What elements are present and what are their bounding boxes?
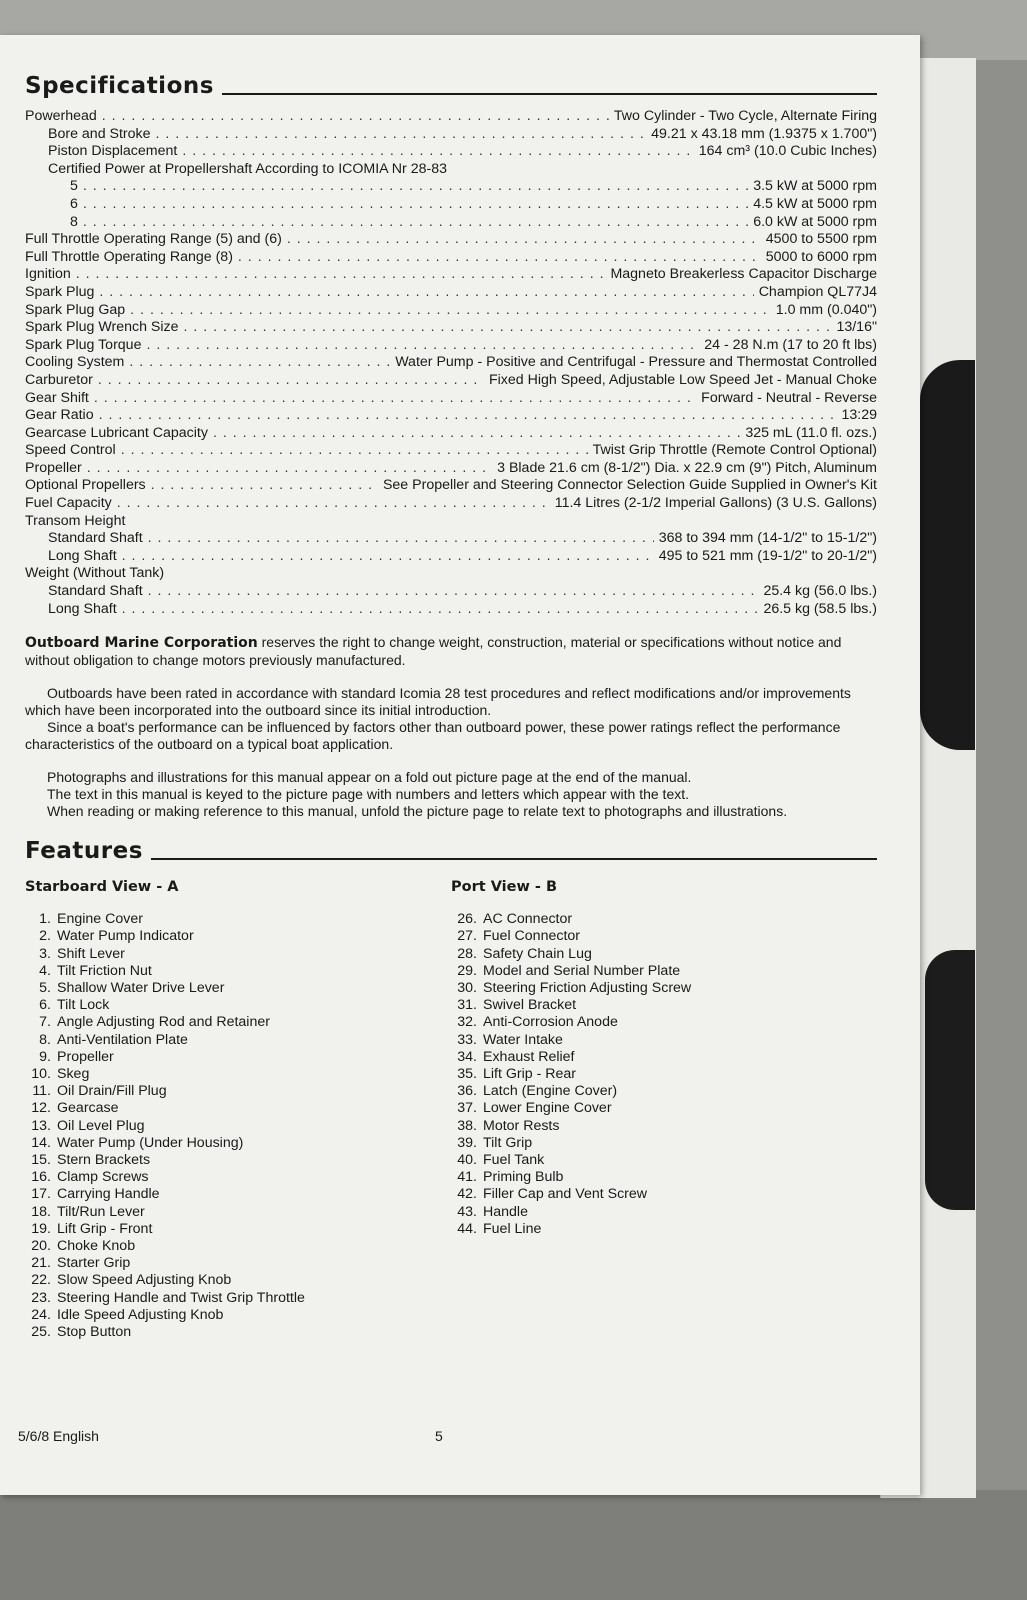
port-feature-list [451, 911, 877, 1238]
feature-number: 11. [32, 1083, 51, 1100]
feature-label: AC Connector [483, 911, 573, 928]
feature-item [25, 1324, 451, 1341]
spec-value: Water Pump - Positive and Centrifugal - Pressure and Thermostat Controlled [395, 354, 877, 371]
feature-label: Anti-Ventilation Plate [57, 1031, 188, 1048]
spec-value: 1.0 mm (0.040") [775, 301, 877, 318]
spec-label: Spark Plug Torque [25, 336, 142, 353]
feature-item [25, 1032, 451, 1049]
feature-number: 27. [457, 928, 477, 945]
spec-row [25, 214, 877, 232]
spec-value: 5000 to 6000 rpm [765, 248, 877, 265]
feature-item [25, 1169, 451, 1186]
feature-item [25, 980, 451, 997]
feature-label: Exhaust Relief [483, 1048, 575, 1065]
spec-label: Cooling System [25, 354, 125, 371]
feature-item [451, 1100, 877, 1117]
spec-label: Full Throttle Operating Range (8) [25, 248, 233, 265]
feature-number: 33. [457, 1031, 477, 1048]
spec-value: 3 Blade 21.6 cm (8-1/2") Dia. x 22.9 cm (9") Pitch, Aluminum [497, 459, 877, 476]
specifications-list [25, 108, 877, 618]
feature-number: 10. [31, 1066, 51, 1083]
dot-leader [130, 302, 771, 320]
dot-leader [94, 390, 696, 408]
feature-label: Propeller [57, 1048, 114, 1065]
feature-number: 31. [457, 997, 477, 1014]
feature-number: 21. [31, 1255, 51, 1272]
spec-value: 164 cm³ (10.0 Cubic Inches) [698, 143, 877, 160]
spec-value: 325 mL (11.0 fl. ozs.) [745, 424, 877, 441]
feature-number: 39. [457, 1134, 477, 1151]
feature-number: 12. [31, 1100, 51, 1117]
feature-number: 42. [457, 1186, 477, 1203]
section-rule [222, 93, 877, 95]
spec-label: Gearcase Lubricant Capacity [25, 424, 208, 441]
dot-leader [146, 337, 699, 355]
spec-value: 13/16" [836, 319, 877, 336]
feature-number: 35. [457, 1066, 477, 1083]
feature-item [451, 1118, 877, 1135]
brand-name: Outboard Marine Corporation [25, 635, 258, 652]
foldout-photo-strip [920, 360, 975, 750]
spec-row [25, 231, 877, 249]
spec-label: Long Shaft [48, 600, 117, 617]
feature-number: 6. [39, 997, 51, 1014]
feature-label: Handle [483, 1203, 528, 1220]
feature-number: 18. [31, 1203, 51, 1220]
feature-label: Idle Speed Adjusting Knob [57, 1306, 224, 1323]
feature-item [25, 1204, 451, 1221]
starboard-feature-list [25, 911, 451, 1341]
feature-label: Water Pump Indicator [57, 928, 194, 945]
feature-item [25, 1014, 451, 1031]
feature-number: 8. [39, 1031, 51, 1048]
photo-paragraph-2: The text in this manual is keyed to the picture page with numbers and letters which appear with the text. [47, 786, 690, 803]
dot-leader [213, 425, 740, 443]
feature-number: 14. [31, 1134, 51, 1151]
feature-label: Slow Speed Adjusting Knob [57, 1272, 232, 1289]
feature-item [451, 980, 877, 997]
feature-item [25, 1221, 451, 1238]
spec-label: Standard Shaft [48, 583, 143, 600]
dot-leader [99, 284, 753, 302]
spec-label: Standard Shaft [48, 530, 143, 547]
spec-value: 495 to 521 mm (19-1/2" to 20-1/2") [658, 547, 877, 564]
feature-item [25, 1066, 451, 1083]
feature-number: 24. [31, 1306, 51, 1323]
dot-leader [99, 407, 837, 425]
spec-row [25, 548, 877, 566]
feature-number: 38. [457, 1117, 477, 1134]
dot-leader [102, 108, 609, 126]
feature-label: Starter Grip [57, 1255, 131, 1272]
feature-item [451, 997, 877, 1014]
spec-value: 11.4 Litres (2-1/2 Imperial Gallons) (3 U.S. Gallons) [554, 495, 877, 512]
spec-value: Champion QL77J4 [758, 283, 877, 300]
feature-number: 23. [31, 1289, 51, 1306]
feature-label: Water Pump (Under Housing) [57, 1134, 244, 1151]
spec-label: Propeller [25, 459, 82, 476]
feature-label: Clamp Screws [57, 1169, 149, 1186]
feature-item [451, 1014, 877, 1031]
feature-label: Skeg [57, 1066, 90, 1083]
foldout-photo-strip-lower [925, 950, 975, 1210]
spec-row [25, 126, 877, 144]
feature-number: 26. [457, 911, 477, 928]
footer-model-language: 5/6/8 English [18, 1428, 99, 1444]
spec-value: 24 - 28 N.m (17 to 20 ft lbs) [704, 336, 877, 353]
feature-label: Lower Engine Cover [483, 1100, 612, 1117]
feature-item [451, 1186, 877, 1203]
feature-item [25, 1307, 451, 1324]
spec-value: Fixed High Speed, Adjustable Low Speed Jet - Manual Choke [488, 371, 877, 388]
spec-label: Gear Ratio [25, 407, 94, 424]
feature-item [25, 1238, 451, 1255]
spec-label: Carburetor [25, 371, 93, 388]
feature-label: Tilt/Run Lever [57, 1203, 145, 1220]
dot-leader [83, 196, 748, 214]
spec-value: 368 to 394 mm (14-1/2" to 15-1/2") [658, 530, 877, 547]
spec-label: Long Shaft [48, 547, 117, 564]
spec-value: See Propeller and Steering Connector Selection Guide Supplied in Owner's Kit [382, 477, 877, 494]
feature-item [451, 1204, 877, 1221]
feature-item [25, 1135, 451, 1152]
feature-item [25, 1290, 451, 1307]
feature-number: 7. [39, 1014, 51, 1031]
specifications-title: Specifications [25, 73, 214, 99]
spec-label: Bore and Stroke [48, 125, 151, 142]
spec-row [25, 442, 877, 460]
spec-label: 5 [70, 178, 78, 195]
feature-item [451, 963, 877, 980]
background-surface-bottom [0, 1490, 1027, 1600]
manual-page [0, 35, 920, 1495]
port-column [451, 873, 877, 1341]
starboard-column [25, 873, 451, 1341]
spec-label: Powerhead [25, 108, 97, 124]
spec-row [25, 249, 877, 267]
feature-label: Lift Grip - Front [57, 1220, 153, 1237]
feature-label: Model and Serial Number Plate [483, 962, 681, 979]
feature-label: Steering Friction Adjusting Screw [483, 980, 692, 997]
feature-item [451, 1221, 877, 1238]
rating-paragraph-2: Since a boat's performance can be influenced by factors other than outboard power, these power ratings reflect the performance characteristics of the outboard on a typical boat application. [25, 719, 841, 753]
feature-number: 43. [457, 1203, 477, 1220]
feature-label: Shallow Water Drive Lever [57, 980, 225, 997]
feature-item [25, 1100, 451, 1117]
spec-label: Gear Shift [25, 389, 89, 406]
feature-label: Angle Adjusting Rod and Retainer [57, 1014, 270, 1031]
spec-value: 4.5 kW at 5000 rpm [753, 195, 877, 212]
feature-number: 37. [457, 1100, 477, 1117]
spec-label: Speed Control [25, 442, 116, 459]
spec-label: 6 [70, 195, 78, 212]
feature-item [25, 1118, 451, 1135]
feature-item [25, 1049, 451, 1066]
feature-number: 1. [39, 911, 51, 928]
feature-label: Gearcase [57, 1100, 119, 1117]
dot-leader [83, 214, 748, 232]
feature-label: Tilt Friction Nut [57, 962, 152, 979]
feature-label: Engine Cover [57, 911, 143, 928]
feature-item [451, 928, 877, 945]
dot-leader [121, 442, 588, 460]
spec-heading: Weight (Without Tank) [25, 565, 165, 582]
starboard-view-title: Starboard View - A [25, 879, 179, 896]
feature-number: 19. [31, 1220, 51, 1237]
spec-value: 6.0 kW at 5000 rpm [753, 213, 877, 230]
reserve-notice [25, 634, 877, 669]
dot-leader [287, 231, 761, 249]
spec-row [25, 337, 877, 355]
feature-label: Motor Rests [483, 1117, 560, 1134]
feature-number: 40. [457, 1152, 477, 1169]
spec-value: 25.4 kg (56.0 lbs.) [763, 583, 877, 600]
feature-number: 32. [457, 1014, 477, 1031]
dot-leader [76, 266, 606, 284]
feature-label: Priming Bulb [483, 1169, 564, 1186]
feature-label: Oil Drain/Fill Plug [57, 1083, 167, 1100]
spec-row [25, 390, 877, 408]
section-rule [151, 858, 877, 860]
spec-row [25, 143, 877, 161]
feature-label: Shift Lever [57, 945, 125, 962]
feature-item [25, 1255, 451, 1272]
feature-item [451, 1032, 877, 1049]
spec-row [25, 583, 877, 601]
dot-leader [122, 548, 654, 566]
spec-heading: Transom Height [25, 512, 126, 529]
spec-value: 4500 to 5500 rpm [765, 231, 877, 248]
feature-number: 36. [457, 1083, 477, 1100]
spec-row [25, 302, 877, 320]
feature-number: 15. [31, 1152, 51, 1169]
feature-label: Filler Cap and Vent Screw [483, 1186, 648, 1203]
dot-leader [184, 319, 832, 337]
spec-row [25, 477, 877, 495]
spec-row [25, 372, 877, 390]
feature-number: 29. [457, 962, 477, 979]
feature-item [25, 1152, 451, 1169]
dot-leader [129, 354, 390, 372]
spec-value: 3.5 kW at 5000 rpm [753, 178, 877, 195]
feature-number: 4. [39, 962, 51, 979]
spec-label: Ignition [25, 266, 71, 283]
rating-paragraph-1: Outboards have been rated in accordance with standard Icomia 28 test procedures and reflect modifications and/or improvements which have been incorporated into the outboard since its initial introduction. [25, 685, 851, 719]
dot-leader [151, 477, 378, 495]
spec-value: Magneto Breakerless Capacitor Discharge [610, 266, 877, 283]
feature-item [451, 1083, 877, 1100]
spec-value: 13:29 [841, 407, 877, 424]
dot-leader [156, 126, 647, 144]
feature-label: Fuel Line [483, 1220, 542, 1237]
port-view-title: Port View - B [451, 879, 558, 896]
spec-row [25, 354, 877, 372]
dot-leader [148, 530, 654, 548]
spec-label: Optional Propellers [25, 477, 146, 494]
spec-label: Spark Plug Wrench Size [25, 319, 179, 336]
feature-number: 41. [457, 1169, 477, 1186]
feature-number: 30. [457, 980, 477, 997]
feature-label: Anti-Corrosion Anode [483, 1014, 618, 1031]
spec-row [25, 530, 877, 548]
spec-row [25, 460, 877, 478]
feature-number: 25. [31, 1324, 51, 1341]
feature-item [25, 1272, 451, 1289]
feature-item [451, 1152, 877, 1169]
feature-number: 5. [39, 980, 51, 997]
feature-number: 20. [31, 1238, 51, 1255]
spec-value: Two Cylinder - Two Cycle, Alternate Firing [613, 108, 877, 124]
feature-label: Safety Chain Lug [483, 945, 592, 962]
spec-label: Spark Plug Gap [25, 301, 126, 318]
feature-item [451, 1135, 877, 1152]
spec-label: Fuel Capacity [25, 495, 112, 512]
feature-number: 16. [31, 1169, 51, 1186]
feature-number: 44. [457, 1220, 477, 1237]
page-content [25, 75, 877, 1341]
dot-leader [117, 495, 550, 513]
spec-row [25, 108, 877, 126]
spec-label: Full Throttle Operating Range (5) and (6) [25, 231, 282, 248]
feature-label: Carrying Handle [57, 1186, 160, 1203]
feature-item [25, 911, 451, 928]
dot-leader [87, 460, 492, 478]
feature-number: 34. [457, 1048, 477, 1065]
dot-leader [98, 372, 484, 390]
feature-number: 2. [39, 928, 51, 945]
spec-label: 8 [70, 213, 78, 230]
feature-item [25, 946, 451, 963]
feature-label: Swivel Bracket [483, 997, 577, 1014]
feature-label: Fuel Connector [483, 928, 580, 945]
feature-label: Fuel Tank [483, 1152, 545, 1169]
spec-value: 49.21 x 43.18 mm (1.9375 x 1.700") [651, 125, 877, 142]
spec-row [25, 601, 877, 619]
features-title: Features [25, 838, 143, 865]
feature-label: Choke Knob [57, 1238, 136, 1255]
feature-item [451, 911, 877, 928]
feature-label: Oil Level Plug [57, 1117, 145, 1134]
spec-row [25, 266, 877, 284]
photo-paragraph-3: When reading or making reference to this manual, unfold the picture page to relate text to photographs and illustrations. [47, 803, 788, 820]
feature-item [451, 946, 877, 963]
spec-row [25, 319, 877, 337]
feature-label: Tilt Grip [483, 1134, 533, 1151]
feature-number: 3. [39, 945, 51, 962]
feature-number: 17. [31, 1186, 51, 1203]
feature-number: 13. [31, 1117, 51, 1134]
spec-row [25, 178, 877, 196]
spec-row [25, 495, 877, 513]
feature-item [451, 1169, 877, 1186]
features-header [25, 840, 877, 863]
specifications-header [25, 75, 877, 98]
feature-number: 9. [39, 1048, 51, 1065]
spec-label: Piston Displacement [48, 143, 178, 160]
feature-label: Latch (Engine Cover) [483, 1083, 618, 1100]
feature-number: 28. [457, 945, 477, 962]
spec-row [25, 407, 877, 425]
dot-leader [148, 583, 759, 601]
feature-label: Steering Handle and Twist Grip Throttle [57, 1289, 305, 1306]
spec-label: Spark Plug [25, 283, 95, 300]
feature-item [451, 1049, 877, 1066]
feature-item [451, 1066, 877, 1083]
spec-row [25, 196, 877, 214]
dot-leader [238, 249, 761, 267]
feature-label: Stern Brackets [57, 1152, 151, 1169]
photo-paragraph-1: Photographs and illustrations for this manual appear on a fold out picture page at the end of the manual. [47, 769, 692, 786]
features-columns [25, 873, 877, 1341]
dot-leader [83, 178, 748, 196]
feature-item [25, 1083, 451, 1100]
spec-row [25, 425, 877, 443]
feature-label: Stop Button [57, 1324, 132, 1341]
feature-item [25, 997, 451, 1014]
spec-heading: Certified Power at Propellershaft According to ICOMIA Nr 28-83 [48, 160, 448, 177]
dot-leader [182, 143, 693, 161]
spec-value: Twist Grip Throttle (Remote Control Optional) [592, 442, 877, 459]
feature-label: Tilt Lock [57, 997, 110, 1014]
page-number: 5 [435, 1428, 443, 1444]
spec-value: 26.5 kg (58.5 lbs.) [763, 600, 877, 617]
feature-item [25, 928, 451, 945]
feature-number: 22. [31, 1272, 51, 1289]
feature-item [25, 963, 451, 980]
feature-item [25, 1186, 451, 1203]
feature-label: Water Intake [483, 1031, 563, 1048]
spec-value: Forward - Neutral - Reverse [701, 389, 877, 406]
reserve-text: reserves the right to change weight, construction, material or specifications without notice and without obligation to change motors previously manufactured. [25, 634, 842, 669]
dot-leader [122, 601, 759, 619]
feature-label: Lift Grip - Rear [483, 1066, 577, 1083]
spec-row [25, 284, 877, 302]
